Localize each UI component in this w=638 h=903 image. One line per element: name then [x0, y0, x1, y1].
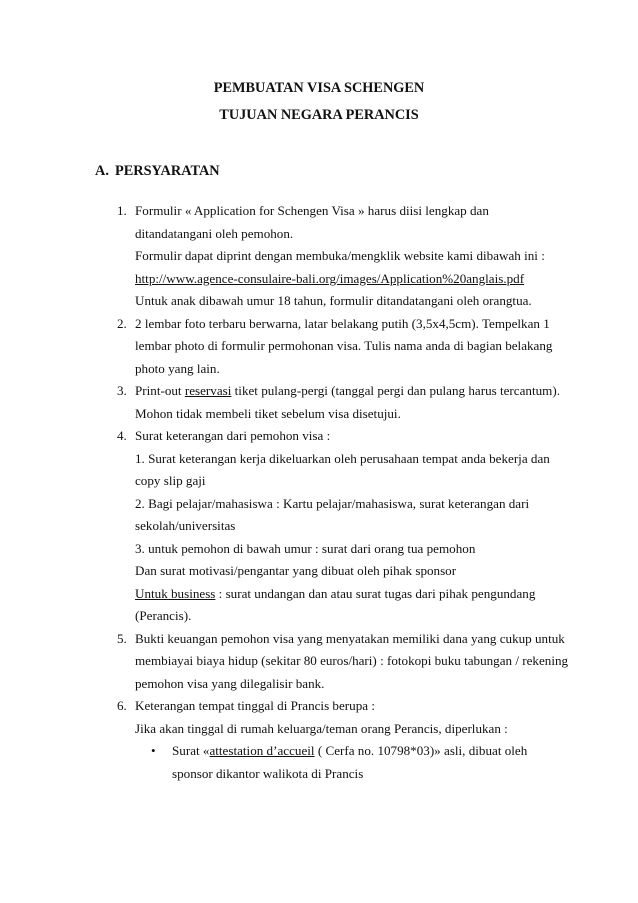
item-text: Keterangan tempat tinggal di Prancis berupa :	[135, 698, 375, 713]
list-item-6	[117, 695, 587, 785]
text-segment: : surat undangan dan atau surat tugas dari pihak pengundang	[215, 585, 536, 601]
list-item-3	[117, 380, 587, 425]
list-item-1	[117, 200, 587, 313]
item-text: Formulir dapat diprint dengan membuka/mengklik website kami dibawah ini :	[135, 248, 545, 263]
item-text: Dan surat motivasi/pengantar yang dibuat oleh pihak sponsor	[135, 563, 457, 578]
text-segment: ( Cerfa no. 10798*03)» asli, dibuat oleh	[314, 743, 528, 758]
item-text: Mohon tidak membeli tiket sebelum visa disetujui.	[135, 405, 401, 421]
item-text: lembar photo di formulir permohonan visa. Tulis nama anda di bagian belakang	[135, 338, 553, 353]
item-text: sekolah/universitas	[135, 518, 236, 533]
document-title: PEMBUATAN VISA SCHENGEN	[213, 80, 425, 96]
item-number: 5.	[117, 630, 127, 646]
item-text: Bukti keuangan pemohon visa yang menyatakan memiliki dana yang cukup untuk	[135, 630, 565, 646]
item-text: membiayai biaya hidup (sekitar 80 euros/hari) : fotokopi buku tabungan / rekening	[135, 653, 569, 668]
item-number: 6.	[117, 698, 127, 713]
item-number: 4.	[117, 428, 127, 443]
document-subtitle: TUJUAN NEGARA PERANCIS	[219, 107, 419, 123]
list-item-2	[117, 313, 587, 381]
section-title: PERSYARATAN	[115, 163, 220, 179]
item-text: pemohon visa yang dilegalisir bank.	[135, 675, 325, 691]
item-text	[135, 583, 587, 606]
list-item-5	[117, 628, 587, 696]
text-segment: tiket pulang-pergi (tanggal pergi dan pulang harus tercantum).	[231, 383, 560, 398]
requirements-list	[117, 200, 587, 785]
item-text	[135, 380, 587, 403]
text-segment: Print-out	[135, 383, 185, 398]
bullet-text: sponsor dikantor walikota di Prancis	[172, 765, 364, 781]
item-text: 2. Bagi pelajar/mahasiswa : Kartu pelajar/mahasiswa, surat keterangan dari	[135, 495, 530, 511]
item-text: Surat keterangan dari pemohon visa :	[135, 428, 331, 443]
item-text: photo yang lain.	[135, 360, 220, 376]
item-text: Jika akan tinggal di rumah keluarga/teman orang Perancis, diperlukan :	[135, 720, 508, 736]
bullet-text	[172, 740, 587, 763]
section-letter: A.	[95, 163, 109, 179]
underlined-term-reservasi: reservasi	[184, 383, 232, 398]
section-heading	[95, 163, 220, 180]
item-text: 3. untuk pemohon di bawah umur : surat dari orang tua pemohon	[135, 540, 476, 556]
text-segment: Surat «	[172, 743, 210, 758]
item-text: Formulir « Application for Schengen Visa » harus diisi lengkap dan	[135, 203, 489, 218]
bullet-icon: •	[151, 743, 156, 758]
bullet-item	[151, 740, 587, 785]
item-number: 3.	[117, 383, 127, 398]
item-number: 1.	[117, 203, 127, 218]
list-item-4	[117, 425, 587, 628]
application-form-link[interactable]: http://www.agence-consulaire-bali.org/images/Application%20anglais.pdf	[135, 270, 525, 286]
item-text: ditandatangani oleh pemohon.	[135, 225, 294, 241]
item-text: (Perancis).	[135, 608, 192, 623]
item-text: Untuk anak dibawah umur 18 tahun, formulir ditandatangani oleh orangtua.	[135, 293, 532, 308]
underlined-term-business: Untuk business	[135, 585, 216, 601]
item-text: copy slip gaji	[135, 473, 206, 488]
item-number: 2.	[117, 315, 127, 331]
item-text: 2 lembar foto terbaru berwarna, latar belakang putih (3,5x4,5cm). Tempelkan 1	[135, 315, 550, 331]
underlined-term-attestation: attestation d’accueil	[209, 743, 315, 758]
item-text: 1. Surat keterangan kerja dikeluarkan oleh perusahaan tempat anda bekerja dan	[135, 450, 550, 466]
